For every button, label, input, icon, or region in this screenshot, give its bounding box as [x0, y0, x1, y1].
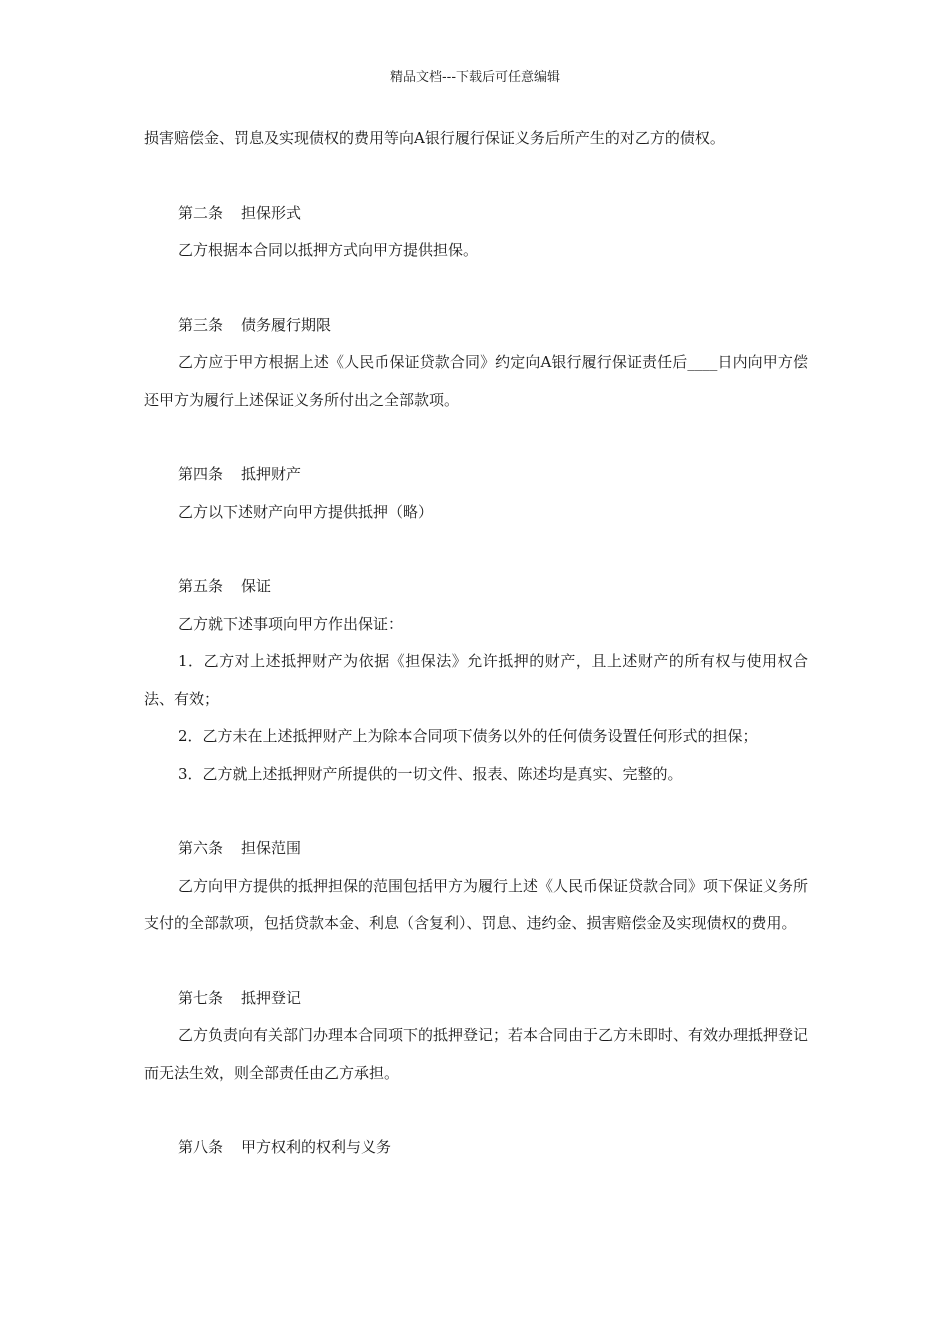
- article-4-paragraph: 乙方以下述财产向甲方提供抵押（略）: [178, 502, 434, 521]
- article-2-paragraph: 乙方根据本合同以抵押方式向甲方提供担保。: [178, 241, 479, 259]
- article-number: 第三条: [178, 315, 224, 334]
- document-body: [144, 120, 808, 1167]
- article-title: 担保范围: [241, 839, 302, 857]
- article-3-paragraph: 乙方应于甲方根据上述《人民币保证贷款合同》约定向A银行履行保证责任后____日内向甲方偿还甲方为履行上述保证义务所付出之全部款项。: [144, 353, 808, 409]
- article-number: 第四条: [178, 465, 224, 483]
- article-6-heading: [144, 830, 808, 868]
- article-title: 甲方权利的权利与义务: [241, 1138, 392, 1156]
- article-number: 第七条: [178, 988, 224, 1007]
- article-5-item-3: 3．乙方就上述抵押财产所提供的一切文件、报表、陈述均是真实、完整的。: [178, 764, 683, 783]
- article-5-heading: [144, 568, 808, 606]
- article-3-heading: [144, 307, 808, 345]
- article-5-item-2: 2．乙方未在上述抵押财产上为除本合同项下债务以外的任何债务设置任何形式的担保；: [178, 727, 758, 745]
- intro-paragraph: 损害赔偿金、罚息及实现债权的费用等向A银行履行保证义务后所产生的对乙方的债权。: [144, 129, 725, 147]
- article-title: 债务履行期限: [241, 315, 332, 334]
- article-7-heading: [144, 980, 808, 1018]
- article-4-heading: [144, 456, 808, 494]
- article-title: 抵押登记: [241, 988, 302, 1007]
- article-number: 第六条: [178, 839, 224, 857]
- article-8-heading: [144, 1129, 808, 1167]
- article-title: 担保形式: [241, 203, 302, 222]
- article-5-item-1: 1．乙方对上述抵押财产为依据《担保法》允许抵押的财产，且上述财产的所有权与使用权合法、有效；: [144, 652, 808, 708]
- article-title: 保证: [241, 577, 272, 595]
- article-number: 第五条: [178, 577, 224, 595]
- page-header: 精品文档---下载后可任意编辑: [389, 70, 561, 85]
- article-title: 抵押财产: [241, 465, 302, 483]
- article-number: 第八条: [178, 1138, 224, 1156]
- article-5-paragraph: 乙方就下述事项向甲方作出保证：: [178, 614, 404, 633]
- article-2-heading: [144, 195, 808, 233]
- article-6-paragraph: 乙方向甲方提供的抵押担保的范围包括甲方为履行上述《人民币保证贷款合同》项下保证义务所支付的全部款项，包括贷款本金、利息（含复利）、罚息、违约金、损害赔偿金及实现债权的费用。: [144, 876, 809, 932]
- article-7-paragraph: 乙方负责向有关部门办理本合同项下的抵押登记；若本合同由于乙方未即时、有效办理抵押登记而无法生效，则全部责任由乙方承担。: [144, 1026, 809, 1082]
- article-number: 第二条: [178, 203, 224, 222]
